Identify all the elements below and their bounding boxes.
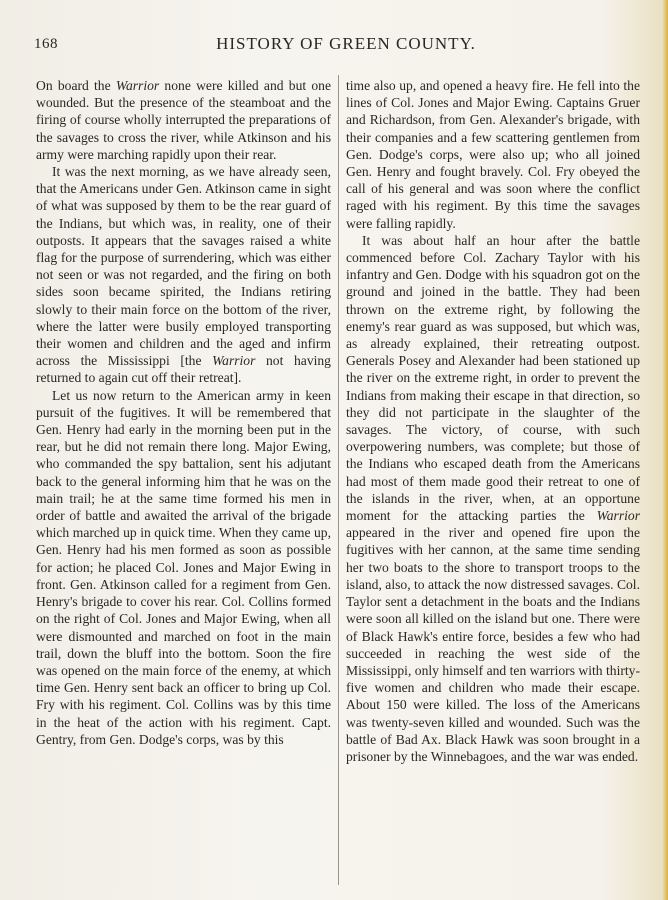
left-column [36,77,331,887]
page-number: 168 [34,36,58,52]
right-paragraph-2: It was about half an hour after the battle commenced before Col. Zachary Taylor with his infantry and Gen. Dodge with his squadron got on the ground and joined in the battle. They had been thrown on the extreme right, by following the enemy's rear guard as was supposed, but which was, as already explained, their retreating outpost. Generals Posey and Alexander had been stationed up the river on the extreme right, in order to prevent the Indians from making their escape in that direction, so they did not participate in the slaughter of the savages. The victory, of course, with such overpowering numbers, was complete; but those of the Indians who escaped death from the Americans had most of them made good their retreat to one of the islands in the river, when, at an opportune moment for the attacking parties the Warrior appeared in the river and opened fire upon the fugitives with her cannon, at the same time sending her two boats to the shore to transport troops to the island, also, to attack the now distressed savages. Col. Taylor sent a detachment in the boats and the Indians were soon all killed on the island but one. There were of Black Hawk's entire force, besides a few who had succeeded in reaching the west side of the Mississippi, only himself and ten warriors with thirty-five women and children who made their escape. About 150 were killed. The loss of the Americans was twenty-seven killed and wounded. Such was the battle of Bad Ax. Black Hawk was soon brought in a prisoner by the Winnebagoes, and the war was ended. [346,232,640,764]
column-divider [338,75,339,885]
left-paragraph-2: It was the next morning, as we have already seen, that the Americans under Gen. Atkinson came in sight of what was supposed by them to be the rear guard of the Indians, but which was, in reality, one of their outposts. It appears that the savages raised a white flag for the purpose of surrendering, which was either not seen or was not regarded, and the firing on both sides soon became spirited, the Indians retiring slowly to their main force on the bottom of the river, where the latter were busily employed transporting their women and children and the aged and infirm across the Mississippi [the Warrior not having returned to again cut off their retreat]. [36,164,331,386]
left-paragraph-1: On board the Warrior none were killed and but one wounded. But the presence of the steamboat and the firing of course wholly interrupted the preparations of the savages to cross the river, while Atkinson and his army were marching rapidly upon their rear. [36,78,331,162]
running-title: HISTORY OF GREEN COUNTY. [216,34,476,53]
ship-name: Warrior [212,353,256,369]
page-edge [662,0,668,900]
right-paragraph-1: time also up, and opened a heavy fire. He fell into the lines of Col. Jones and Major Ewing. Captains Gruer and Richardson, from Gen. Alexander's brigade, with their companies and a few scattering gentlemen from Gen. Dodge's corps, were also up; who all joined Gen. Henry and fought bravely. Col. Fry obeyed the call of his general and was soon where the conflict raged with his regiment. By this time the savages were falling rapidly. [346,78,640,231]
right-column [346,77,640,887]
ship-name: Warrior [115,78,160,93]
ship-name: Warrior [596,508,640,524]
left-paragraph-3: Let us now return to the American army in keen pursuit of the fugitives. It will be remembered that Gen. Henry had early in the morning been put in the rear, but he did not remain there long. Major Ewing, who commanded the spy battalion, sent his adjutant back to the general informing him that he was on the main trail; he at the same time formed his men in order of battle and awaited the arrival of the brigade which marched up in quick time. When they came up, Gen. Henry had his men formed as soon as possible for action; he placed Col. Jones and Major Ewing in front. Gen. Atkinson called for a regiment from Gen. Henry's brigade to cover his rear. Col. Collins formed on the right of Col. Jones and Major Ewing, when all were dismounted and marched on foot in the main trail, down the bluff into the bottom. Soon the fire was opened on the main force of the enemy, at which time Gen. Henry sent back an officer to bring up Col. Fry with his regiment. Col. Collins was by this time in the heat of the action with his regiment. Capt. Gentry, from Gen. Dodge's corps, was by this [36,387,331,747]
page-header [34,36,638,60]
